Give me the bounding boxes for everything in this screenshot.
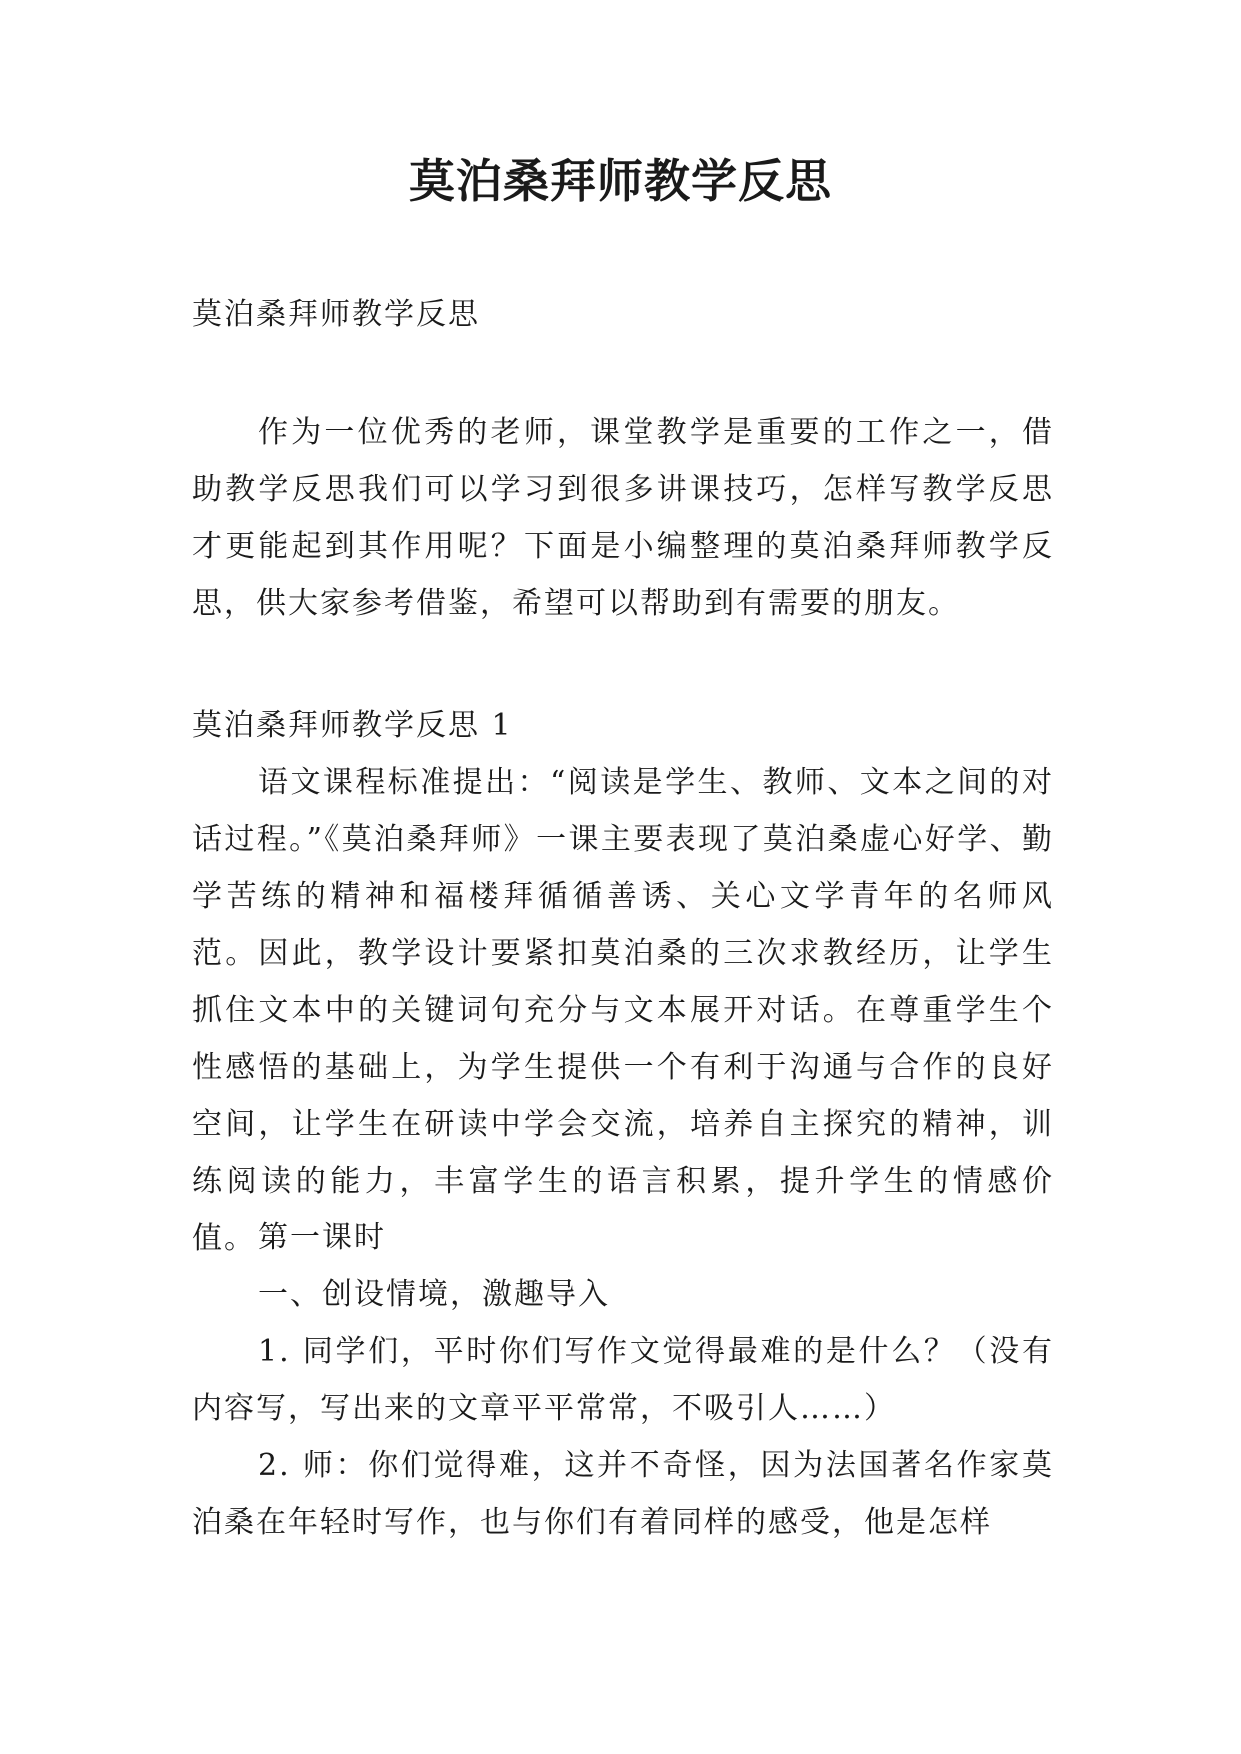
list-item-1: 1. 同学们，平时你们写作文觉得最难的是什么？（没有内容写，写出来的文章平平常常，不吸引人……） (192, 1334, 1054, 1426)
section-paragraph: 语文课程标准提出：“阅读是学生、教师、文本之间的对话过程。”《莫泊桑拜师》一课主要表现了莫泊桑虚心好学、勤学苦练的精神和福楼拜循循善诱、关心文学青年的名师风范。因此，教学设计要紧扣莫泊桑的三次求教经历，让学生抓住文本中的关键词句充分与文本展开对话。在尊重学生个性感悟的基础上，为学生提供一个有利于沟通与合作的良好空间，让学生在研读中学会交流，培养自主探究的精神，训练阅读的能力，丰富学生的语言积累，提升学生的情感价值。 (192, 765, 1054, 1256)
section-heading: 莫泊桑拜师教学反思 1 (192, 708, 513, 743)
document-title: 莫泊桑拜师教学反思 (409, 154, 832, 208)
intro-paragraph: 作为一位优秀的老师，课堂教学是重要的工作之一，借助教学反思我们可以学习到很多讲课技巧，怎样写教学反思才更能起到其作用呢？下面是小编整理的莫泊桑拜师教学反思，供大家参考借鉴，希望可以帮助到有需要的朋友。 (192, 415, 1054, 621)
list-item-2: 2. 师：你们觉得难，这并不奇怪，因为法国著名作家莫泊桑在年轻时写作，也与你们有着同样的感受，他是怎样 (192, 1448, 1054, 1540)
step-heading: 一、创设情境，激趣导入 (258, 1277, 610, 1312)
lesson-label: 第一课时 (258, 1220, 386, 1255)
document-subtitle: 莫泊桑拜师教学反思 (192, 297, 480, 332)
